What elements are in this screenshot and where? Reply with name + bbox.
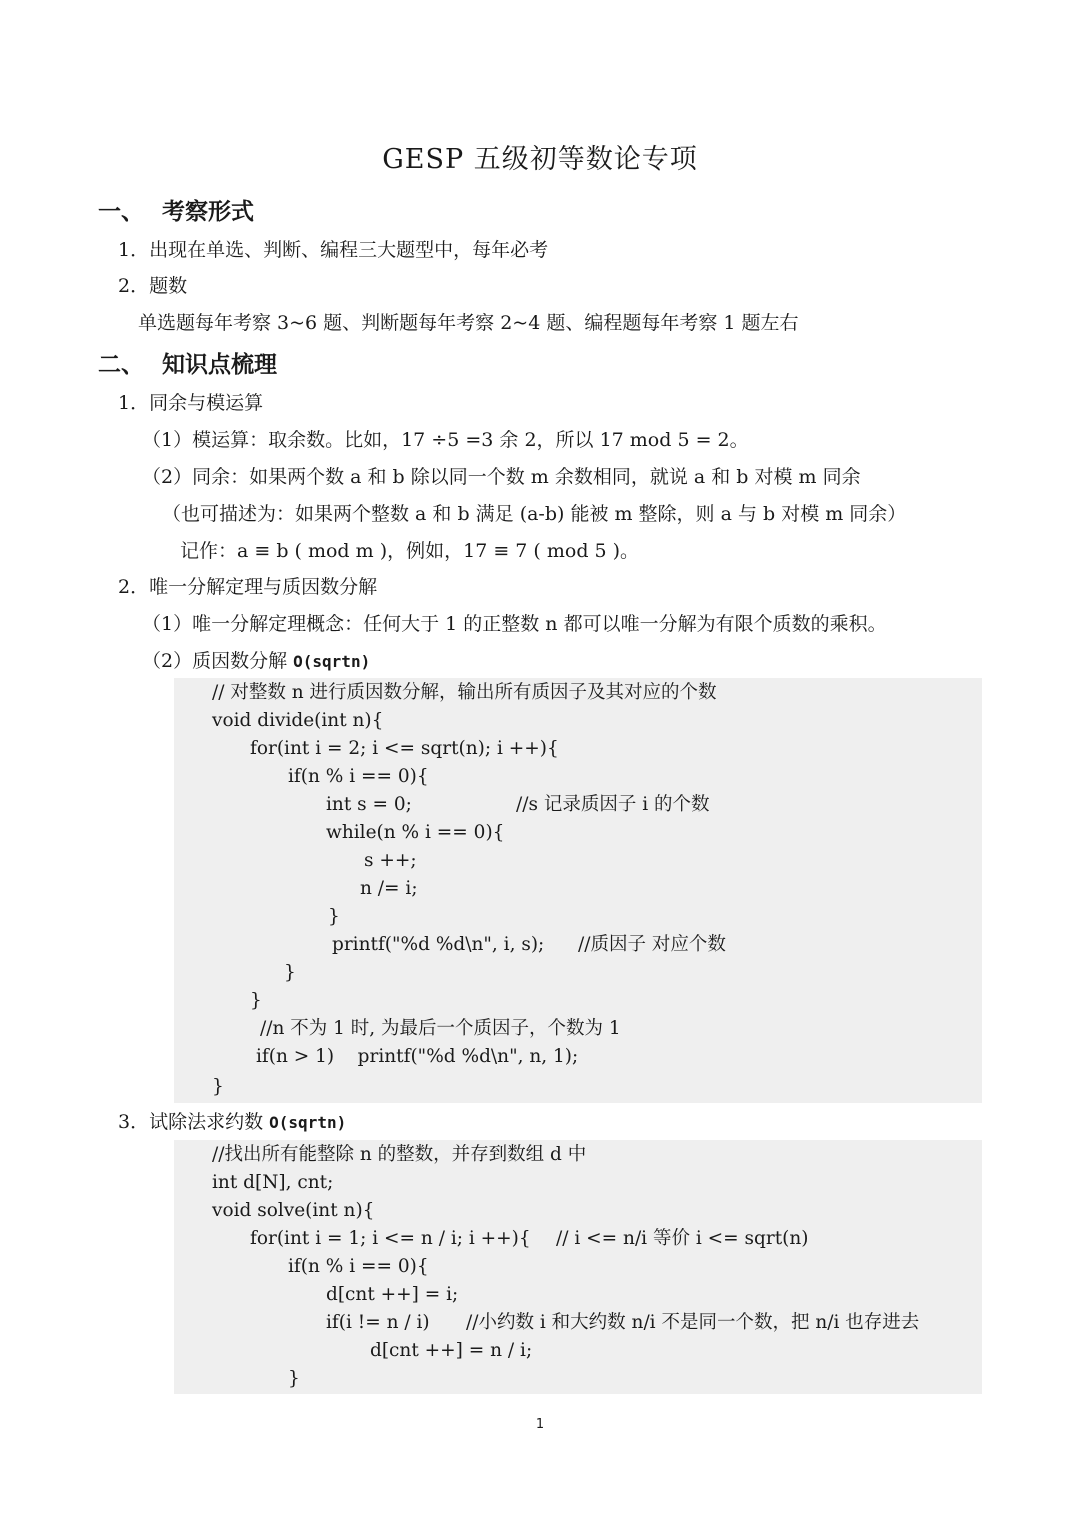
code-line: printf("%d %d\n", i, s); bbox=[332, 934, 545, 955]
code-line: } bbox=[328, 906, 340, 927]
code-line: if(i != n / i) bbox=[326, 1312, 430, 1333]
document-title: GESP 五级初等数论专项 bbox=[382, 144, 698, 175]
code-line: for(int i = 1; i <= n / i; i ++){ bbox=[250, 1228, 531, 1249]
code-line: n /= i; bbox=[360, 878, 418, 899]
paragraph: 记作：a ≡ b ( mod m )，例如，17 ≡ 7 ( mod 5 )。 bbox=[180, 540, 640, 562]
section-number: 二、 bbox=[98, 352, 144, 378]
complexity-label: O(sqrtn) bbox=[293, 652, 371, 671]
code-line: for(int i = 2; i <= sqrt(n); i ++){ bbox=[250, 738, 559, 759]
code-line: d[cnt ++] = n / i; bbox=[370, 1340, 533, 1361]
code-line: if(n % i == 0){ bbox=[288, 766, 429, 787]
code-line: } bbox=[284, 962, 296, 983]
topic-heading-factorization: 2．唯一分解定理与质因数分解 bbox=[118, 576, 378, 598]
code-line: void divide(int n){ bbox=[212, 710, 384, 731]
topic-heading-divisors: 3．试除法求约数 O(sqrtn) bbox=[118, 1111, 347, 1133]
paragraph: （2）同余：如果两个数 a 和 b 除以同一个数 m 余数相同，就说 a 和 b 对模 m 同余 bbox=[142, 466, 861, 488]
code-line: int d[N], cnt; bbox=[212, 1172, 334, 1193]
section-title: 考察形式 bbox=[162, 199, 254, 225]
code-line: } bbox=[250, 990, 262, 1011]
code-line: void solve(int n){ bbox=[212, 1200, 375, 1221]
paragraph: （1）模运算：取余数。比如，17 ÷5 =3 余 2，所以 17 mod 5 = 2。 bbox=[142, 429, 749, 451]
section-heading-knowledge-points bbox=[98, 349, 277, 381]
list-item: 1．出现在单选、判断、编程三大题型中，每年必考 bbox=[118, 239, 549, 261]
code-line: } bbox=[288, 1368, 300, 1389]
section-heading-exam-format bbox=[98, 196, 254, 228]
code-block-prime-factorization bbox=[174, 678, 982, 1103]
code-line: if(n > 1) printf("%d %d\n", n, 1); bbox=[256, 1046, 579, 1067]
code-comment: // i <= n/i 等价 i <= sqrt(n) bbox=[556, 1228, 809, 1249]
code-comment: //找出所有能整除 n 的整数，并存到数组 d 中 bbox=[212, 1144, 587, 1165]
code-line: d[cnt ++] = i; bbox=[326, 1284, 459, 1305]
paragraph: （也可描述为：如果两个整数 a 和 b 满足 (a-b) 能被 m 整除，则 a 与 b 对模 m 同余） bbox=[162, 503, 907, 525]
paragraph: （2）质因数分解 O(sqrtn) bbox=[142, 650, 371, 672]
paragraph: （1）唯一分解定理概念：任何大于 1 的正整数 n 都可以唯一分解为有限个质数的乘积。 bbox=[142, 613, 887, 635]
code-comment: //小约数 i 和大约数 n/i 不是同一个数，把 n/i 也存进去 bbox=[466, 1312, 920, 1333]
code-comment: //质因子 对应个数 bbox=[578, 934, 726, 955]
section-number: 一、 bbox=[98, 199, 144, 225]
page-number: 1 bbox=[535, 1417, 545, 1432]
code-comment: //s 记录质因子 i 的个数 bbox=[516, 794, 710, 815]
question-count-detail: 单选题每年考察 3~6 题、判断题每年考察 2~4 题、编程题每年考察 1 题左右 bbox=[138, 312, 799, 334]
code-line: } bbox=[212, 1076, 224, 1097]
code-comment: //n 不为 1 时, 为最后一个质因子，个数为 1 bbox=[260, 1018, 621, 1039]
code-line: while(n % i == 0){ bbox=[326, 822, 505, 843]
complexity-label: O(sqrtn) bbox=[269, 1113, 347, 1132]
code-line: s ++; bbox=[364, 850, 417, 871]
code-block-trial-division bbox=[174, 1140, 982, 1394]
list-item: 2．题数 bbox=[118, 275, 188, 297]
topic-heading-congruence: 1．同余与模运算 bbox=[118, 392, 264, 414]
code-line: int s = 0; bbox=[326, 794, 412, 815]
code-line: if(n % i == 0){ bbox=[288, 1256, 429, 1277]
code-line: // 对整数 n 进行质因数分解，输出所有质因子及其对应的个数 bbox=[212, 682, 717, 703]
section-title: 知识点梳理 bbox=[162, 352, 277, 378]
